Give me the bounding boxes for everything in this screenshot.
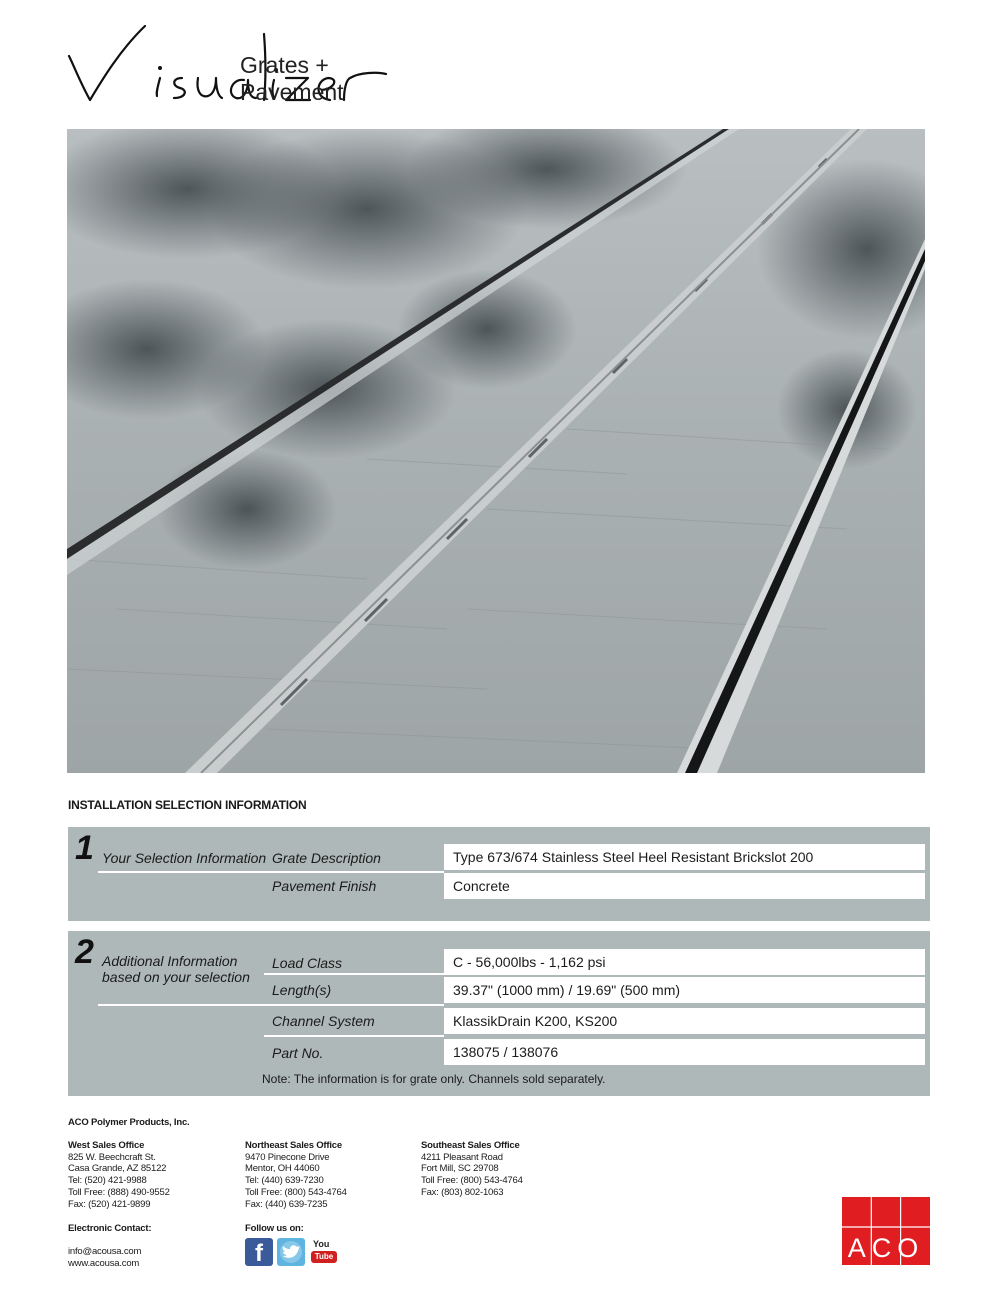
southeast-sales-office [421, 1140, 523, 1199]
northeast-office-title: Northeast Sales Office [245, 1140, 342, 1151]
west-city-line: Casa Grande, AZ 85122 [68, 1163, 167, 1175]
load-class-value: C - 56,000lbs - 1,162 psi [444, 949, 925, 975]
step-number-2: 2 [75, 933, 94, 971]
company-name-text: ACO Polymer Products, Inc. [68, 1117, 190, 1128]
northeast-tollfree-line: Toll Free: (800) 543-4764 [245, 1186, 347, 1198]
part-number-label: Part No. [272, 1045, 324, 1061]
selection-heading: Your Selection Information [102, 850, 267, 866]
panel2-divider-1 [264, 973, 444, 975]
twitter-icon[interactable] [277, 1238, 305, 1266]
grate-description-label: Grate Description [272, 850, 381, 866]
company-name [68, 1117, 190, 1129]
twitter-bird-icon [277, 1238, 305, 1266]
youtube-icon[interactable] [310, 1238, 338, 1266]
southeast-office-title: Southeast Sales Office [421, 1140, 520, 1151]
selection-info-panel [68, 827, 930, 921]
part-number-value: 138075 / 138076 [444, 1039, 925, 1065]
electronic-contact [68, 1223, 151, 1235]
additional-heading-line2: based on your selection [102, 969, 250, 985]
facebook-icon[interactable]: f [245, 1238, 273, 1266]
southeast-tollfree-line: Toll Free: (800) 543-4764 [421, 1175, 523, 1187]
aco-brand-logo [842, 1197, 930, 1265]
channel-system-value: KlassikDrain K200, KS200 [444, 1008, 925, 1034]
northeast-fax-line: Fax: (440) 639-7235 [245, 1198, 328, 1210]
west-tollfree-line: Toll Free: (888) 490-9552 [68, 1186, 170, 1198]
southeast-city-line: Fort Mill, SC 29708 [421, 1163, 499, 1175]
grate-only-note: Note: The information is for grate only. Channels sold separately. [262, 1072, 606, 1086]
email-link[interactable]: info@acousa.com [68, 1246, 142, 1257]
section-title: INSTALLATION SELECTION INFORMATION [68, 798, 307, 812]
panel1-divider [98, 871, 444, 873]
southeast-fax-line: Fax: (803) 802-1063 [421, 1186, 504, 1198]
logo-subtitle: Grates + Pavement [240, 52, 344, 105]
channel-system-label: Channel System [272, 1013, 375, 1029]
follow-us [245, 1223, 304, 1235]
electronic-contact-links [68, 1246, 141, 1269]
visualizer-logo [60, 20, 400, 120]
west-address-line: 825 W. Beechcraft St. [68, 1151, 156, 1163]
electronic-contact-title: Electronic Contact: [68, 1223, 152, 1234]
northeast-city-line: Mentor, OH 44060 [245, 1163, 320, 1175]
pavement-finish-label: Pavement Finish [272, 878, 377, 894]
northeast-tel-line: Tel: (440) 639-7230 [245, 1175, 324, 1187]
lengths-value: 39.37" (1000 mm) / 19.69" (500 mm) [444, 977, 925, 1003]
west-sales-office [68, 1140, 170, 1210]
west-office-title: West Sales Office [68, 1140, 145, 1151]
west-tel-line: Tel: (520) 421-9988 [68, 1175, 147, 1187]
northeast-address-line: 9470 Pinecone Drive [245, 1151, 330, 1163]
northeast-sales-office [245, 1140, 347, 1210]
pavement-finish-value: Concrete [444, 873, 925, 899]
step-number-1: 1 [75, 829, 94, 867]
southeast-address-line: 4211 Pleasant Road [421, 1151, 503, 1163]
panel2-divider-2 [98, 1004, 444, 1006]
lengths-label: Length(s) [272, 982, 332, 998]
pavement-drain-photo [67, 129, 925, 773]
additional-heading-line1: Additional Information [102, 953, 238, 969]
youtube-tube-text: Tube [311, 1251, 337, 1263]
west-fax-line: Fax: (520) 421-9899 [68, 1198, 151, 1210]
panel2-divider-3 [264, 1035, 444, 1037]
follow-us-title: Follow us on: [245, 1223, 304, 1234]
hero-pavement-image [67, 129, 925, 773]
grate-description-value: Type 673/674 Stainless Steel Heel Resistant Brickslot 200 [444, 844, 925, 870]
website-link[interactable]: www.acousa.com [68, 1257, 140, 1269]
additional-info-panel [68, 931, 930, 1096]
aco-brand-text: ACO [847, 1233, 925, 1263]
load-class-label: Load Class [272, 955, 343, 971]
youtube-you-text: You [313, 1239, 330, 1249]
